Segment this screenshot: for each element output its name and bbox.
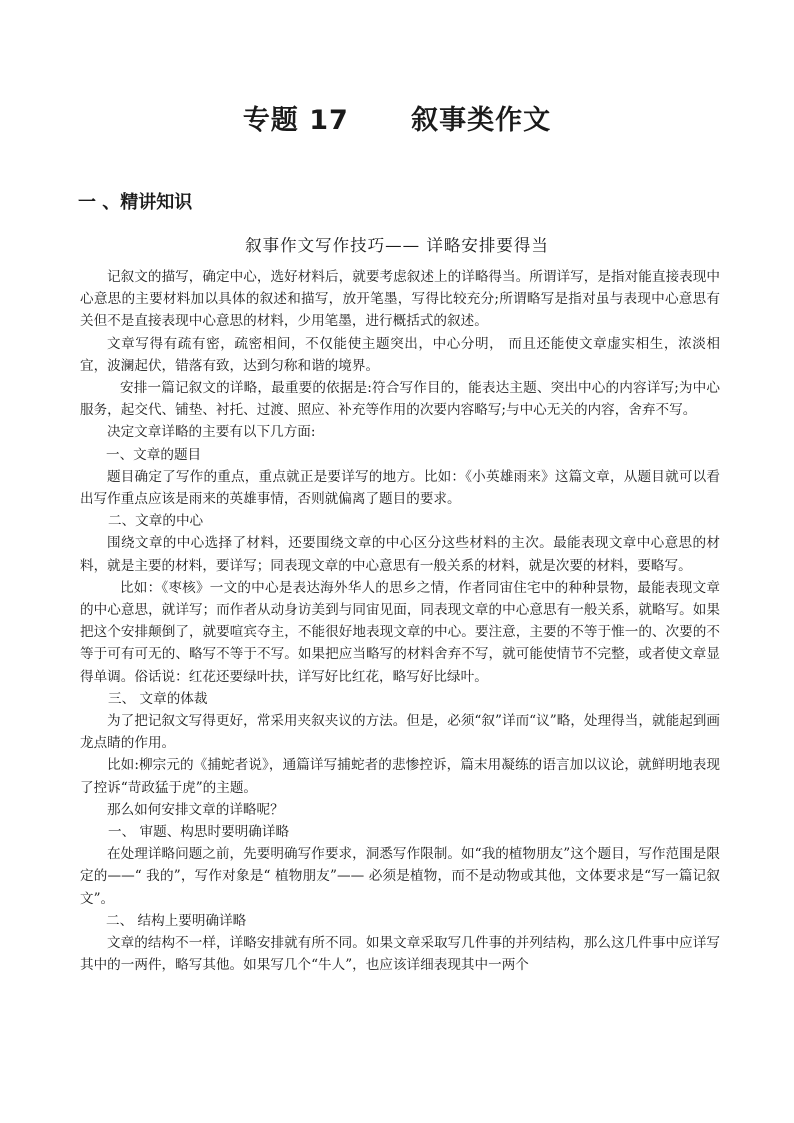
article-subtitle: 叙事作文写作技巧—— 详略安排要得当 (245, 236, 549, 255)
paragraph: 那么如何安排文章的详略呢？ (107, 801, 284, 818)
paragraph: 文章写得有疏有密，疏密相间，不仅能使主题突出，中心分明， 而且还能使文章虚实相生，浓淡相宜，波澜起伏，错落有致，达到匀称和谐的境界。 (80, 335, 720, 374)
subheading: 一、文章的题目 (106, 446, 202, 463)
subheading: 二、文章的中心 (108, 513, 204, 530)
subheading: 一、 审题、构思时要明确详略 (108, 824, 290, 841)
paragraph: 比如：《枣核》一文的中心是表达海外华人的思乡之情，作者同宙住宅中的种种景物，最能表现文章的中心意思，就详写；而作者从动身访美到与同宙见面，同表现文章的中心意思有一般关系，就略写。如果把这个安排颠倒了，就要喧宾夺主，不能很好地表现文章的中心。要注意，主要的不等于惟一的、次要的不等于可有可无的、略写不等于不写。如果把应当略写的材料舍弃不写，就可能使情节不完整，或者使文章显得单调。俗话说：红花还要绿叶扶，详写好比红花，略写好比绿叶。 (80, 579, 720, 685)
paragraph: 安排一篇记叙文的详略，最重要的依据是:符合写作目的，能表达主题、突出中心的内容详写;为中心服务，起交代、铺垫、衬托、过渡、照应、补充等作用的次要内容略写;与中心无关的内容，舍弃不写。 (80, 380, 720, 419)
paragraph: 题目确定了写作的重点，重点就正是要详写的地方。比如：《小英雄雨来》这篇文章，从题目就可以看出写作重点应该是雨来的英雄事情，否则就偏离了题目的要求。 (80, 468, 720, 508)
paragraph: 比如:柳宗元的《捕蛇者说》，通篇详写捕蛇者的悲惨控诉，篇末用凝练的语言加以议论，就鲜明地表现了控诉“苛政猛于虎”的主题。 (80, 757, 720, 796)
paragraph: 为了把记叙文写得更好，常采用夹叙夹议的方法。但是，必须“叙”详而“议”略，处理得当，就能起到画龙点睛的作用。 (80, 713, 720, 752)
paragraph: 决定文章详略的主要有以下几方面: (107, 424, 316, 441)
paragraph: 围绕文章的中心选择了材料，还要围绕文章的中心区分这些材料的主次。最能表现文章中心意思的材料，就是主要的材料，要详写；同表现文章的中心意思有一般关系的材料，就是次要的材料，要略写。 (80, 535, 720, 574)
page-title: 专题 17 叙事类作文 (242, 105, 552, 136)
section-heading: 一 、精讲知识 (78, 192, 193, 213)
paragraph: 记叙文的描写，确定中心，选好材料后，就要考虑叙述上的详略得当。所谓详写，是指对能直接表现中心意思的主要材料加以具体的叙述和描写，放开笔墨，写得比较充分;所谓略写是指对虽与表现中心意思有关但不是直接表现中心意思的材料，少用笔墨，进行概括式的叙述。 (80, 269, 720, 330)
subheading: 二、 结构上要明确详略 (106, 912, 247, 929)
paragraph: 在处理详略问题之前，先要明确写作要求，洞悉写作限制。如“我的植物朋友”这个题目，写作范围是限定的——“ 我的”，写作对象是“ 植物朋友”—— 必须是植物，而不是动物或其他，文体要求是“写一篇记叙文”。 (80, 846, 720, 907)
article-body (80, 266, 720, 977)
subheading: 三、 文章的体裁 (108, 690, 208, 707)
paragraph: 文章的结构不一样，详略安排就有所不同。如果文章采取写几件事的并列结构，那么这几件事中应详写其中的一两件，略写其他。如果写几个“牛人”，也应该详细表现其中一两个 (80, 935, 720, 974)
